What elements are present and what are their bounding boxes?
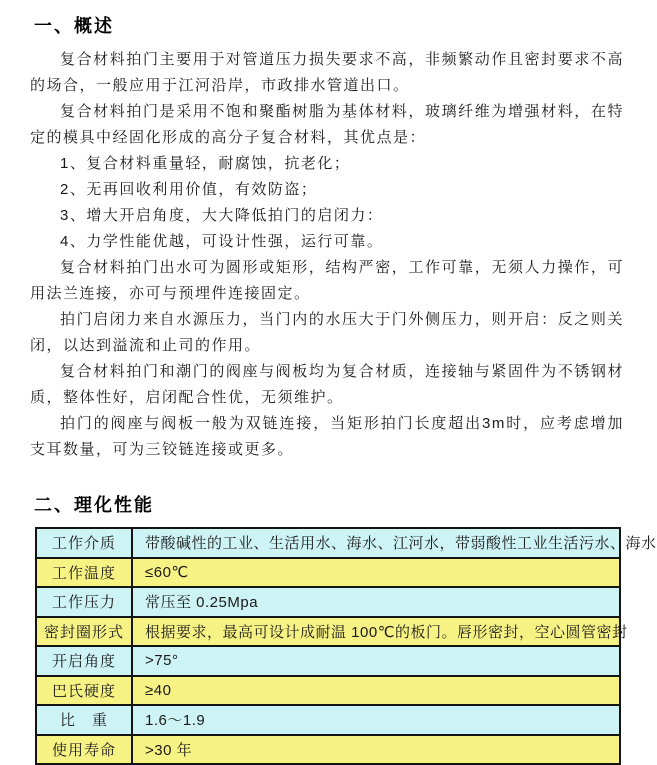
row-value: ≥40 (132, 676, 620, 706)
row-label: 巴氏硬度 (36, 676, 132, 706)
table-row-work-temperature (36, 558, 620, 588)
row-label: 密封圈形式 (36, 617, 132, 647)
row-value: 1.6～1.9 (132, 705, 620, 735)
paragraph-seat: 复合材料拍门和潮门的阀座与阀板均为复合材质，连接轴与紧固件为不锈钢材质，整体性好，启闭配合性优，无须维护。 (30, 363, 624, 406)
paragraph-outlet: 复合材料拍门出水可为圆形或矩形，结构严密，工作可靠，无须人力操作，可用法兰连接，亦可与预埋件连接固定。 (30, 259, 624, 302)
row-label: 开启角度 (36, 646, 132, 676)
paragraph-pressure: 拍门启闭力来自水源压力，当门内的水压大于门外侧压力，则开启：反之则关闭，以达到溢流和止司的作用。 (30, 311, 624, 354)
section1-heading: 一、概述 (34, 16, 114, 36)
table-row-specific-gravity (36, 705, 620, 735)
row-value: >30 年 (132, 735, 620, 765)
table-row-opening-angle (36, 646, 620, 676)
row-value: 根据要求，最高可设计成耐温 100℃的板门。唇形密封，空心圆管密封 (132, 617, 620, 647)
table-row-seal-type (36, 617, 620, 647)
list-item-1: 1、复合材料重量轻，耐腐蚀，抗老化； (60, 155, 351, 172)
row-value: >75° (132, 646, 620, 676)
properties-table (35, 527, 657, 765)
section2-heading: 二、理化性能 (34, 495, 154, 515)
paragraph-hinge: 拍门的阀座与阀板一般为双链连接，当矩形拍门长度超出3m时，应考虑增加支耳数量，可为三铰链连接或更多。 (30, 415, 624, 458)
list-item-4: 4、力学性能优越，可设计性强，运行可靠。 (60, 233, 384, 250)
table-row-work-medium (36, 528, 620, 558)
row-label: 工作压力 (36, 587, 132, 617)
list-item-2: 2、无再回收利用价值，有效防盗； (60, 181, 318, 198)
row-label: 比 重 (36, 705, 132, 735)
row-label: 工作介质 (36, 528, 132, 558)
row-value: 带酸碱性的工业、生活用水、海水、江河水，带弱酸性工业生活污水、海水 (132, 528, 620, 558)
table-row-barcol-hardness (36, 676, 620, 706)
paragraph-intro: 复合材料拍门主要用于对管道压力损失要求不高，非频繁动作且密封要求不高的场合，一般应用于江河沿岸，市政排水管道出口。 (30, 51, 624, 94)
table-row-service-life (36, 735, 620, 765)
paragraph-material: 复合材料拍门是采用不饱和聚酯树脂为基体材料，玻璃纤维为增强材料，在特定的模具中经固化形成的高分子复合材料，其优点是： (30, 103, 624, 146)
row-label: 工作温度 (36, 558, 132, 588)
row-label: 使用寿命 (36, 735, 132, 765)
row-value: ≤60℃ (132, 558, 620, 588)
list-item-3: 3、增大开启角度，大大降低拍门的启闭力： (60, 207, 384, 224)
row-value: 常压至 0.25Mpa (132, 587, 620, 617)
table-row-work-pressure (36, 587, 620, 617)
